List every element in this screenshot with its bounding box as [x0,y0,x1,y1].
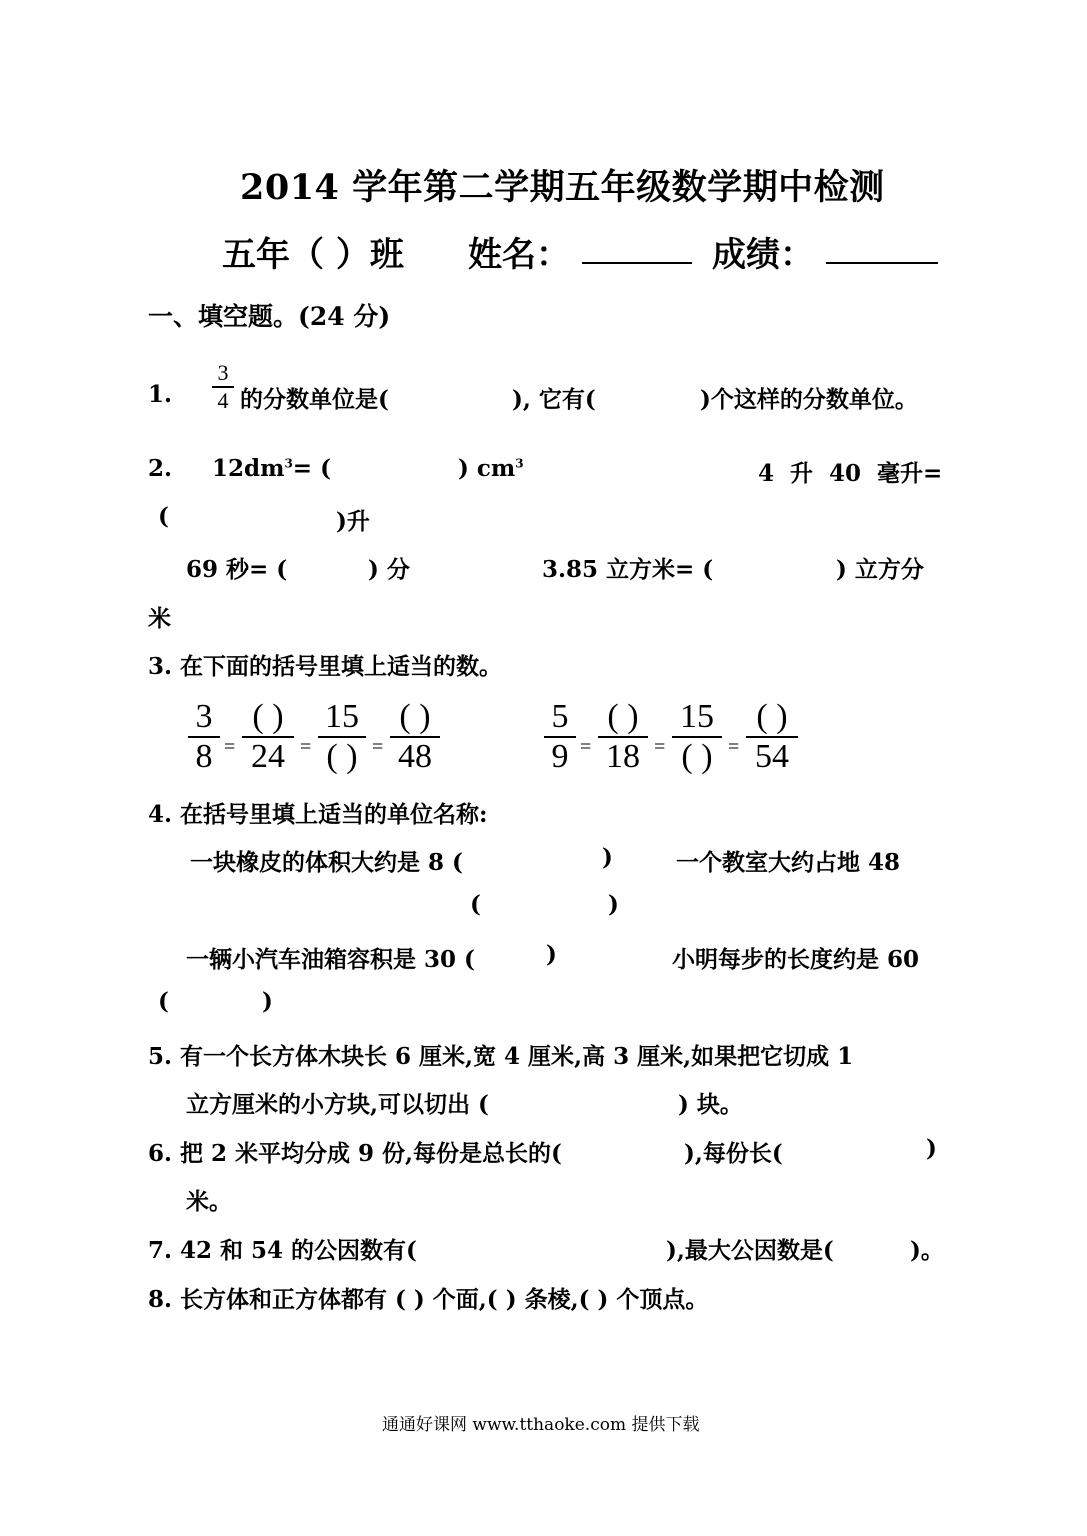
q8-text: 8. 长方体和正方体都有 ( ) 个面,( ) 条棱,( ) 个顶点。 [148,1286,709,1313]
q4-b2-open: ( [470,891,481,918]
numerator: 3 [195,698,213,735]
denominator[interactable]: ( ) [326,738,358,775]
q4-c-pre: 一辆小汽车油箱容积是 30 ( [186,946,475,973]
denominator[interactable]: ( ) [681,738,713,775]
denominator: 24 [251,738,285,775]
q7-post: )。 [910,1237,944,1264]
denominator: 9 [551,738,569,775]
q3-text: 3. 在下面的括号里填上适当的数。 [148,653,503,680]
q1-fraction [212,362,234,412]
equals-sign: = [300,736,312,758]
score-label: 成绩： [712,235,814,275]
q1-fraction-numerator: 3 [217,360,229,385]
q5-line2-post: ) 块。 [678,1091,743,1118]
denominator: 48 [398,738,432,775]
equals-sign: = [580,736,592,758]
q4-a-pre: 一块橡皮的体积大约是 8 ( [190,849,463,876]
q7-mid: ),最大公因数是( [666,1237,834,1264]
numerator[interactable]: ( ) [399,698,431,735]
q3-eq1-frac-1 [188,700,220,774]
denominator: 18 [606,738,640,775]
q4-b2-close: ) [608,891,619,918]
q2-a-pre: 12dm [212,455,285,482]
equals-sign: = [654,736,666,758]
q2-part-b: 4 升 40 毫升= [758,460,943,487]
q3-eq2-frac-2 [598,700,648,774]
numerator[interactable]: ( ) [756,698,788,735]
numerator: 15 [325,698,359,735]
numerator[interactable]: ( ) [607,698,639,735]
q3-eq2-frac-1 [544,700,576,774]
q2-a-post [458,455,524,482]
name-blank[interactable] [582,262,692,264]
q2-part-a [212,455,331,482]
numerator: 15 [680,698,714,735]
q2-b2-close: )升 [336,508,370,535]
q3-eq1-frac-3 [318,700,366,774]
class-label: 五年（ ）班 [222,235,404,275]
q3-eq1-frac-2 [242,700,294,774]
q3-eq2-frac-3 [672,700,722,774]
q1-fraction-denominator: 4 [217,388,229,413]
q4-d: 小明每步的长度约是 60 [672,946,920,973]
denominator: 54 [755,738,789,775]
q5-line1: 5. 有一个长方体木块长 6 厘米,宽 4 厘米,高 3 厘米,如果把它切成 1 [148,1043,854,1070]
q2-part-d-post: ) 立方分 [836,556,924,583]
q2-b2-open: ( [158,503,169,530]
numerator[interactable]: ( ) [252,698,284,735]
q2-part-d-wrap: 米 [148,605,171,632]
equals-sign: = [224,736,236,758]
q2-part-c-post: ) 分 [368,556,410,583]
q2-number: 2. [148,455,173,482]
q6-line2: 米。 [186,1188,232,1215]
q4-d2-close: ) [262,988,273,1015]
q2-a-mid: = ( [292,455,331,482]
q1-text-b: ), 它有( [512,386,596,413]
equals-sign: = [372,736,384,758]
q2-a-sup: 3 [284,456,293,471]
q1-text-c: )个这样的分数单位。 [700,386,918,413]
page-title: 2014 学年第二学期五年级数学期中检测 [240,167,885,208]
q2-part-d-pre: 3.85 立方米= ( [542,556,714,583]
denominator: 8 [195,738,213,775]
q6-line1-post: ) [926,1135,937,1162]
q3-eq2-frac-4 [746,700,798,774]
q4-c-close: ) [546,941,557,968]
page-footer: 通通好课网 www.tthaoke.com 提供下载 [382,1415,700,1435]
q1-text-a: 的分数单位是( [240,386,389,413]
q6-line1-pre: 6. 把 2 米平均分成 9 份,每份是总长的( [148,1140,562,1167]
numerator: 5 [551,698,569,735]
q1-number: 1. [148,381,173,408]
q4-d2-open: ( [158,988,169,1015]
q4-a-close: ) [602,844,613,871]
q4-b: 一个教室大约占地 48 [676,849,901,876]
q3-eq1-frac-4 [390,700,440,774]
q2-part-c-pre: 69 秒= ( [186,556,288,583]
equals-sign: = [728,736,740,758]
score-blank[interactable] [826,262,938,264]
name-label: 姓名： [468,235,570,275]
section-heading: 一、填空题。(24 分) [148,302,391,331]
q5-line2-pre: 立方厘米的小方块,可以切出 ( [186,1091,489,1118]
q4-text: 4. 在括号里填上适当的单位名称: [148,801,488,828]
q7-pre: 7. 42 和 54 的公因数有( [148,1237,417,1264]
q6-line1-mid: ),每份长( [684,1140,783,1167]
q2-a-post-text: ) cm [458,455,516,482]
q2-a-sup2: 3 [515,456,524,471]
